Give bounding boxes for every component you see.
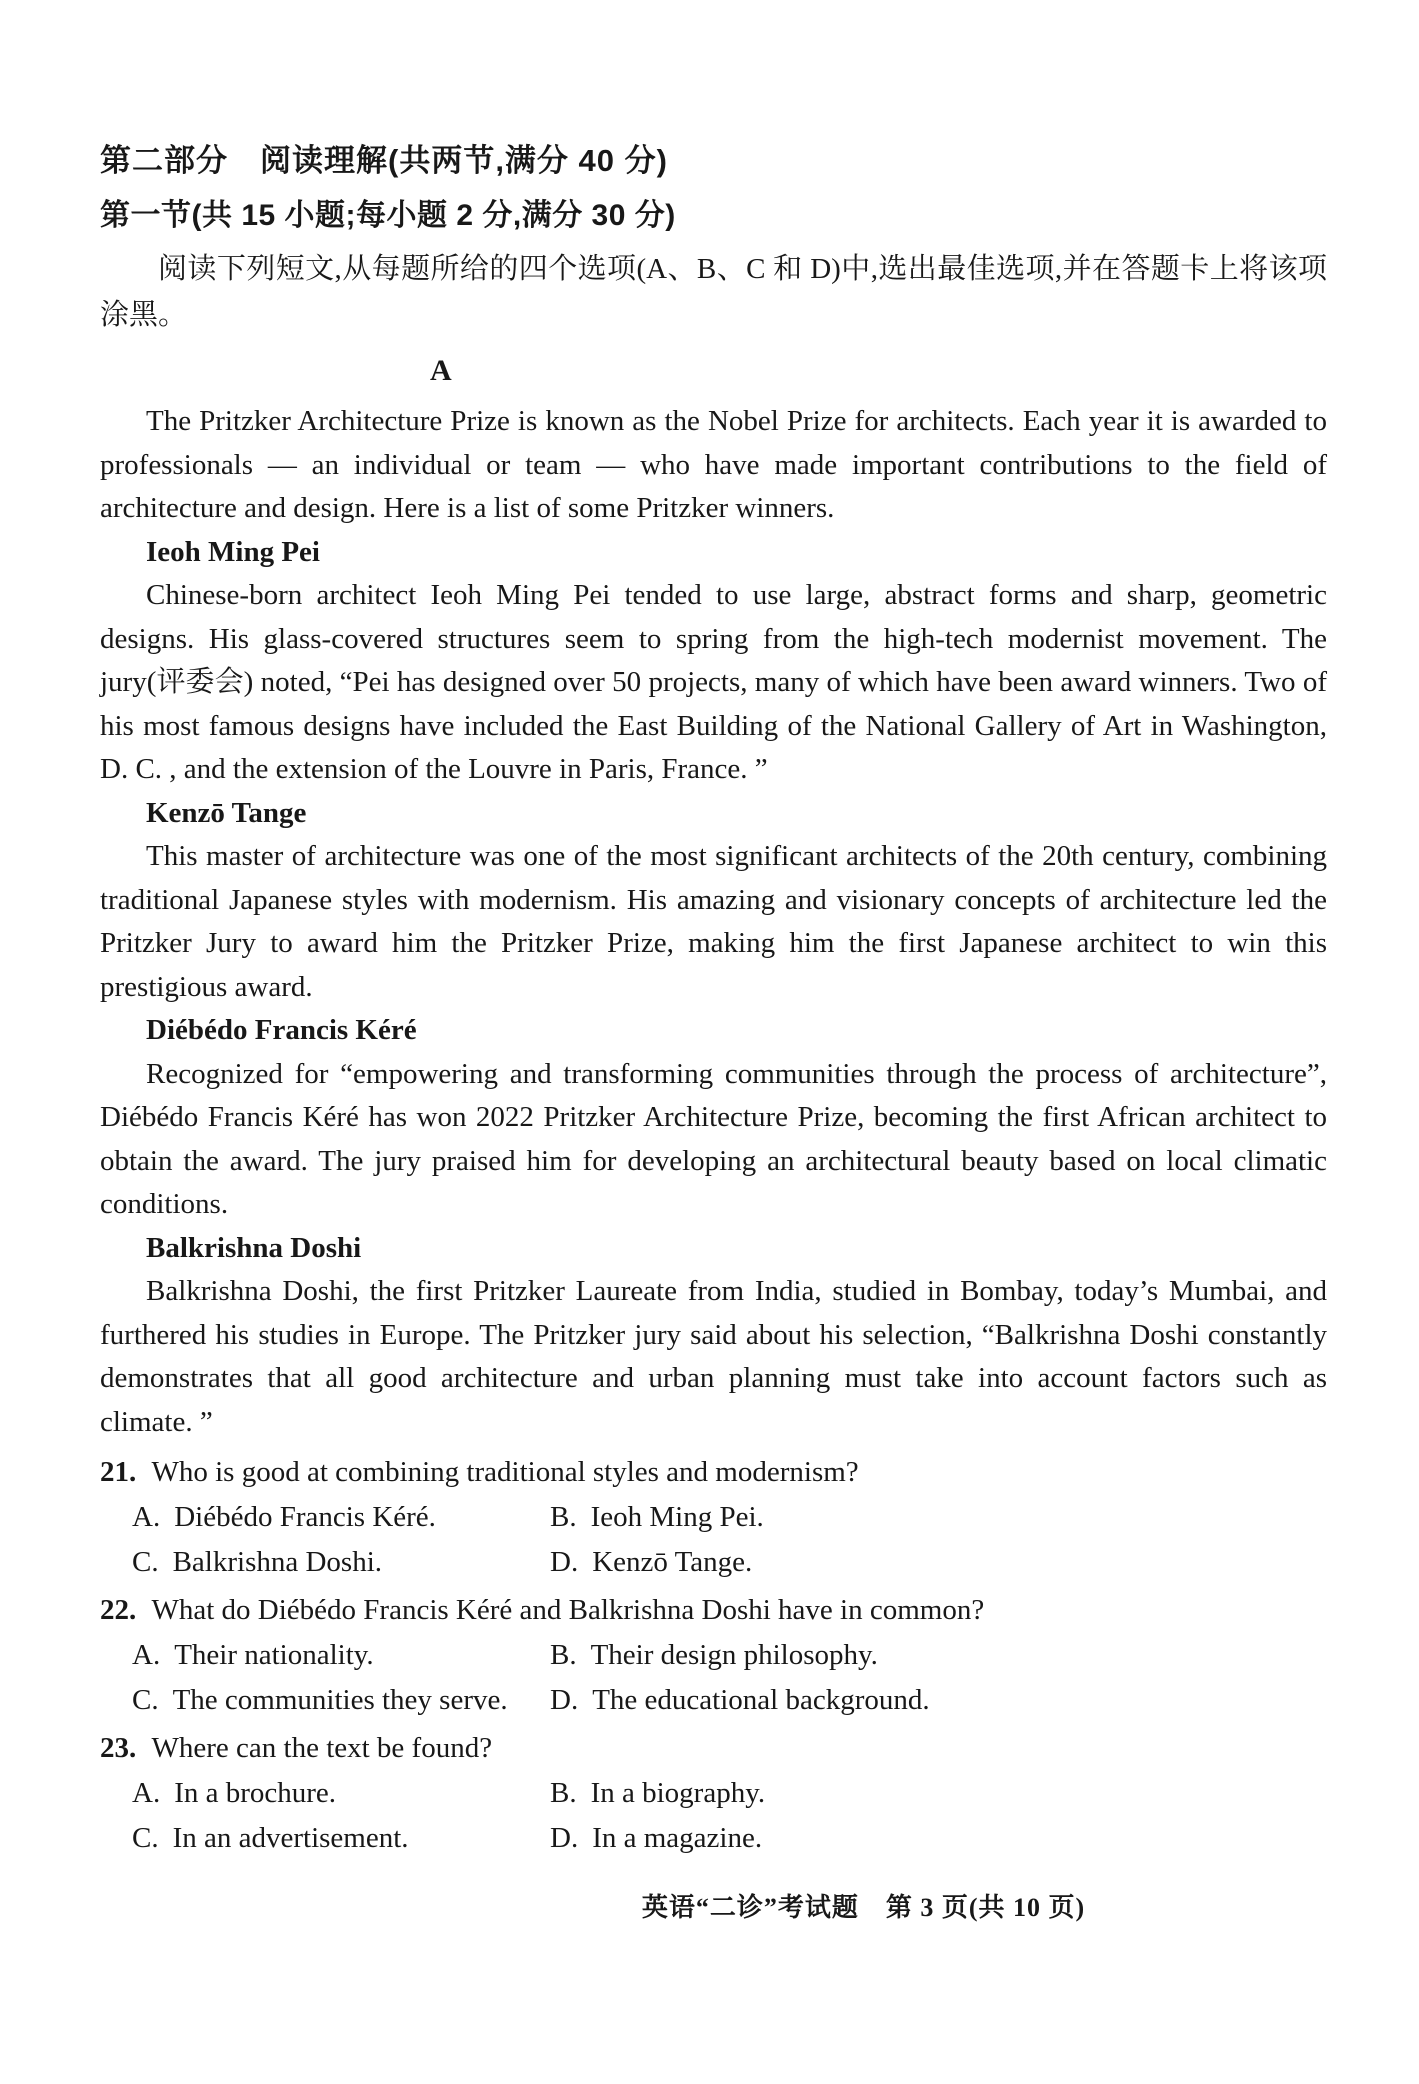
option-text: In a brochure. [174,1777,337,1809]
page-footer: 英语“二诊”考试题 第 3 页(共 10 页) [641,1893,1086,1922]
entry-heading-diebedo-francis-kere: Diébédo Francis Kéré [146,1014,417,1046]
option-text: Balkrishna Doshi. [172,1546,383,1578]
option-label: C. [132,1684,159,1716]
option-label: A. [132,1639,161,1671]
question-21 [100,1450,1327,1585]
option-text: In a biography. [590,1777,766,1809]
question-22-options [100,1633,1327,1723]
option-text: In an advertisement. [172,1822,409,1854]
option-text: Kenzō Tange. [592,1546,753,1578]
option-text: Ieoh Ming Pei. [590,1501,764,1533]
option-text: The communities they serve. [172,1684,508,1716]
option-label: C. [132,1822,159,1854]
question-21-options [100,1495,1327,1585]
option-label: A. [132,1777,161,1809]
option-21-d [550,1540,1327,1585]
option-label: B. [550,1777,577,1809]
question-22-line [100,1588,1327,1633]
part-header: 第二部分 阅读理解(共两节,满分 40 分) [100,143,668,178]
option-text: In a magazine. [592,1822,763,1854]
entry-body-balkrishna-doshi: Balkrishna Doshi, the first Pritzker Laureate from India, studied in Bombay, today’s Mumbai, and furthered his studies in Europe. The Pritzker jury said about his selection, “Balkrishna Doshi constantly demonstrates that all good architecture and urban planning must take into account factors such as climate. ” [100,1275,1327,1438]
entry-body-ieoh-ming-pei: Chinese-born architect Ieoh Ming Pei tended to use large, abstract forms and sharp, geometric designs. His glass-covered structures seem to spring from the high-tech modernist movement. The jury(评委会) noted, “Pei has designed over 50 projects, many of which have been award winners. Two of his most famous designs have included the East Building of the National Gallery of Art in Washington, D. C. , and the extension of the Louvre in Paris, France. ” [100,579,1327,785]
option-23-b [550,1771,1327,1816]
question-21-line [100,1450,1327,1495]
option-23-d [550,1816,1327,1861]
option-text: Their design philosophy. [590,1639,878,1671]
passage-label: A [430,354,452,387]
option-22-b [550,1633,1327,1678]
option-label: D. [550,1822,579,1854]
option-label: B. [550,1639,577,1671]
entry-heading-kenzo-tange: Kenzō Tange [146,796,307,829]
question-text: Who is good at combining traditional styles and modernism? [151,1456,859,1488]
option-text: Diébédo Francis Kéré. [174,1501,436,1533]
option-label: D. [550,1684,579,1716]
option-21-c [132,1540,550,1585]
question-text: What do Diébédo Francis Kéré and Balkrishna Doshi have in common? [151,1594,985,1626]
option-22-d [550,1678,1327,1723]
entry-body-diebedo-francis-kere: Recognized for “empowering and transforming communities through the process of architecture”, Diébédo Francis Kéré has won 2022 Pritzker Architecture Prize, becoming the first African architect to obtain the award. The jury praised him for developing an architectural beauty based on local climatic conditions. [100,1057,1327,1220]
question-23 [100,1726,1327,1861]
section-header: 第一节(共 15 小题;每小题 2 分,满分 30 分) [100,199,676,232]
question-22 [100,1588,1327,1723]
option-23-c [132,1816,550,1861]
option-22-a [132,1633,550,1678]
option-text: The educational background. [592,1684,930,1716]
question-23-options [100,1771,1327,1861]
entry-body-kenzo-tange: This master of architecture was one of the most significant architects of the 20th century, combining traditional Japanese styles with modernism. His amazing and visionary concepts of architecture led the Pritzker Jury to award him the Pritzker Prize, making him the first Japanese architect to win this prestigious award. [100,840,1327,1003]
question-number: 22. [100,1594,137,1626]
option-label: C. [132,1546,159,1578]
question-23-line [100,1726,1327,1771]
question-text: Where can the text be found? [151,1732,493,1764]
option-22-c [132,1678,550,1723]
question-number: 21. [100,1456,137,1488]
entry-heading-ieoh-ming-pei: Ieoh Ming Pei [146,535,320,568]
passage-intro: The Pritzker Architecture Prize is known as the Nobel Prize for architects. Each year it is awarded to professionals — an individual or team — who have made important contributions to the field of architecture and design. Here is a list of some Pritzker winners. [100,405,1327,524]
option-23-a [132,1771,550,1816]
question-list [100,1450,1327,1861]
option-21-b [550,1495,1327,1540]
option-label: D. [550,1546,579,1578]
section-instructions: 阅读下列短文,从每题所给的四个选项(A、B、C 和 D)中,选出最佳选项,并在答题卡上将该项涂黑。 [100,253,1327,331]
option-text: Their nationality. [174,1639,374,1671]
question-number: 23. [100,1732,137,1764]
entry-heading-balkrishna-doshi: Balkrishna Doshi [146,1231,362,1264]
option-label: A. [132,1501,161,1533]
option-21-a [132,1495,550,1540]
option-label: B. [550,1501,577,1533]
